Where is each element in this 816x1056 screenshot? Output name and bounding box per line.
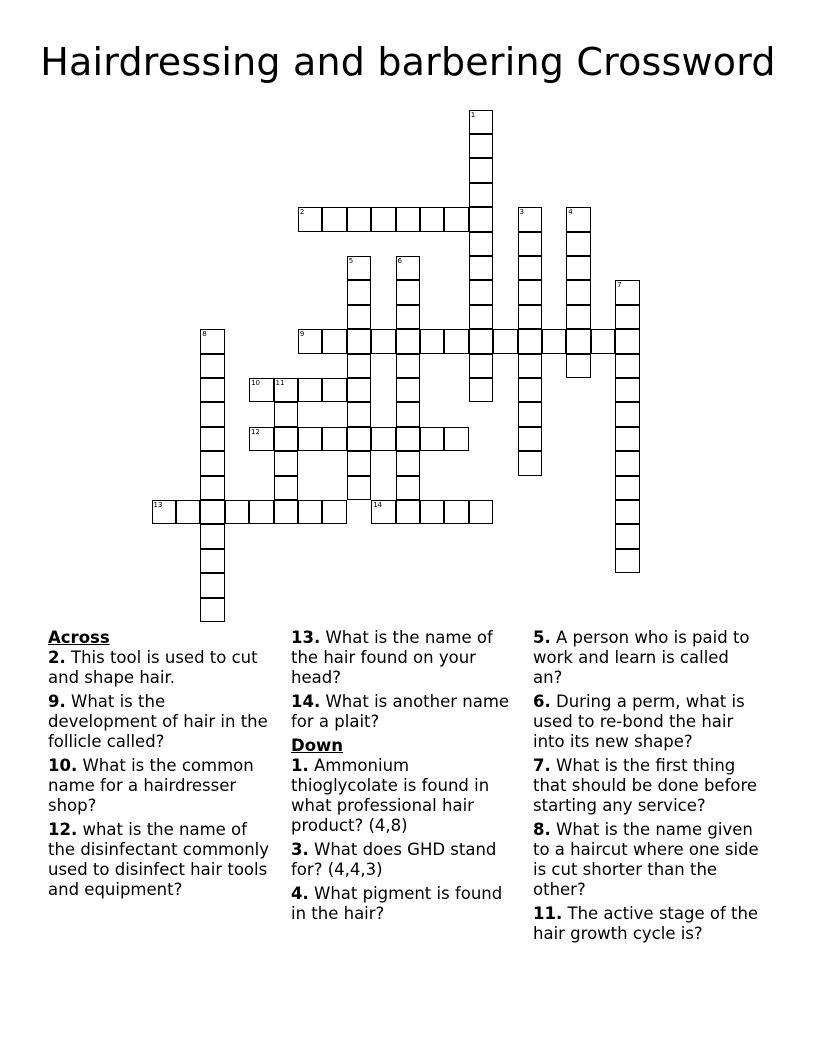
grid-cell[interactable] — [347, 451, 372, 476]
grid-cell[interactable] — [420, 500, 445, 525]
grid-cell[interactable] — [200, 476, 225, 501]
grid-cell[interactable] — [420, 329, 445, 354]
grid-cell[interactable] — [200, 500, 225, 525]
grid-cell[interactable] — [420, 427, 445, 452]
grid-cell[interactable] — [396, 402, 421, 427]
grid-cell[interactable] — [591, 329, 616, 354]
grid-cell[interactable] — [322, 329, 347, 354]
clue-number: 8 — [202, 330, 207, 339]
grid-cell[interactable] — [347, 427, 372, 452]
grid-cell[interactable] — [518, 354, 543, 379]
grid-cell[interactable] — [615, 329, 640, 354]
clue-number: 5 — [348, 256, 354, 265]
clue-column-2 — [291, 628, 521, 928]
grid-cell[interactable] — [469, 134, 494, 159]
grid-cell[interactable] — [396, 280, 421, 305]
grid-cell[interactable] — [542, 329, 567, 354]
grid-cell[interactable] — [249, 427, 274, 452]
clue-number: 14 — [373, 500, 383, 509]
grid-cell[interactable] — [396, 451, 421, 476]
clue-across-13: 13. What is the name of the hair found on your head? — [291, 628, 493, 687]
grid-cell[interactable] — [615, 305, 640, 330]
grid-cell[interactable] — [469, 378, 494, 403]
grid-cell[interactable] — [615, 549, 640, 574]
grid-cell[interactable] — [200, 549, 225, 574]
grid-cell[interactable] — [200, 573, 225, 598]
grid-cell[interactable] — [566, 305, 591, 330]
clue-number: 10 — [251, 378, 261, 387]
grid-cell[interactable] — [274, 378, 299, 403]
grid-cell[interactable] — [493, 329, 518, 354]
grid-cell[interactable] — [298, 329, 323, 354]
grid-cell[interactable] — [347, 354, 372, 379]
grid-cell[interactable] — [225, 500, 250, 525]
grid-cell[interactable] — [518, 329, 543, 354]
grid-cell[interactable] — [469, 232, 494, 257]
grid-cell[interactable] — [176, 500, 201, 525]
grid-cell[interactable] — [274, 500, 299, 525]
clue-down-11: 11. The active stage of the hair growth cycle is? — [533, 904, 759, 943]
grid-cell[interactable] — [518, 378, 543, 403]
grid-cell[interactable] — [469, 354, 494, 379]
grid-cell[interactable] — [518, 402, 543, 427]
grid-cell[interactable] — [518, 256, 543, 281]
grid-cell[interactable] — [518, 451, 543, 476]
clue-down-4: 4. What pigment is found in the hair? — [291, 884, 503, 923]
grid-cell[interactable] — [444, 500, 469, 525]
clue-number: 9 — [299, 330, 305, 339]
grid-cell[interactable] — [469, 158, 494, 183]
grid-cell[interactable] — [396, 256, 421, 281]
grid-cell[interactable] — [420, 207, 445, 232]
grid-cell[interactable] — [566, 232, 591, 257]
grid-cell[interactable] — [347, 329, 372, 354]
clue-column-1 — [48, 628, 278, 904]
grid-cell[interactable] — [200, 451, 225, 476]
grid-cell[interactable] — [298, 427, 323, 452]
grid-cell[interactable] — [371, 329, 396, 354]
grid-cell[interactable] — [371, 207, 396, 232]
grid-cell[interactable] — [566, 354, 591, 379]
grid-cell[interactable] — [298, 500, 323, 525]
grid-cell[interactable] — [469, 110, 494, 135]
grid-cell[interactable] — [274, 476, 299, 501]
grid-cell[interactable] — [444, 207, 469, 232]
clue-number: 4 — [568, 208, 573, 217]
clue-across-12: 12. what is the name of the disinfectant commonly used to disinfect hair tools and equipment? — [48, 820, 270, 899]
grid-cell[interactable] — [518, 427, 543, 452]
grid-cell[interactable] — [347, 256, 372, 281]
grid-cell[interactable] — [396, 427, 421, 452]
across-heading: Across — [48, 628, 110, 647]
grid-cell[interactable] — [615, 402, 640, 427]
grid-cell[interactable] — [274, 451, 299, 476]
grid-cell[interactable] — [396, 476, 421, 501]
grid-cell[interactable] — [396, 329, 421, 354]
grid-cell[interactable] — [469, 305, 494, 330]
grid-cell[interactable] — [322, 207, 347, 232]
grid-cell[interactable] — [249, 500, 274, 525]
grid-cell[interactable] — [615, 476, 640, 501]
grid-cell[interactable] — [200, 598, 225, 623]
grid-cell[interactable] — [200, 524, 225, 549]
clue-down-8: 8. What is the name given to a haircut where one side is cut shorter than the other? — [533, 820, 759, 899]
clue-number: 11 — [275, 378, 285, 387]
grid-cell[interactable] — [566, 207, 591, 232]
grid-cell[interactable] — [615, 524, 640, 549]
clue-number: 3 — [519, 208, 524, 217]
grid-cell[interactable] — [518, 280, 543, 305]
grid-cell[interactable] — [518, 207, 543, 232]
clue-across-10: 10. What is the common name for a hairdresser shop? — [48, 756, 254, 815]
grid-cell[interactable] — [274, 427, 299, 452]
clue-down-7: 7. What is the first thing that should be done before starting any service? — [533, 756, 758, 815]
grid-cell[interactable] — [518, 232, 543, 257]
clue-number: 13 — [153, 500, 163, 509]
clue-number: 6 — [397, 256, 402, 265]
grid-cell[interactable] — [615, 500, 640, 525]
grid-cell[interactable] — [615, 280, 640, 305]
grid-cell[interactable] — [469, 207, 494, 232]
grid-cell[interactable] — [396, 305, 421, 330]
grid-cell[interactable] — [444, 329, 469, 354]
grid-cell[interactable] — [469, 329, 494, 354]
grid-cell[interactable] — [347, 378, 372, 403]
page-title: Hairdressing and barbering Crossword — [40, 40, 776, 84]
grid-cell[interactable] — [518, 305, 543, 330]
grid-cell[interactable] — [347, 476, 372, 501]
grid-cell[interactable] — [396, 500, 421, 525]
clue-number: 2 — [299, 208, 305, 217]
grid-cell[interactable] — [444, 427, 469, 452]
grid-cell[interactable] — [347, 207, 372, 232]
clue-across-9: 9. What is the development of hair in the follicle called? — [48, 692, 268, 751]
grid-cell[interactable] — [274, 402, 299, 427]
grid-cell[interactable] — [615, 378, 640, 403]
grid-cell[interactable] — [347, 280, 372, 305]
grid-cell[interactable] — [615, 451, 640, 476]
clue-down-5: 5. A person who is paid to work and learn is called an? — [533, 628, 750, 687]
grid-cell[interactable] — [200, 329, 225, 354]
grid-cell[interactable] — [371, 427, 396, 452]
grid-cell[interactable] — [469, 500, 494, 525]
grid-cell[interactable] — [396, 207, 421, 232]
grid-cell[interactable] — [322, 427, 347, 452]
grid-cell[interactable] — [200, 378, 225, 403]
clue-across-14: 14. What is another name for a plait? — [291, 692, 510, 731]
clue-down-6: 6. During a perm, what is used to re-bond the hair into its new shape? — [533, 692, 745, 751]
clue-down-1: 1. Ammonium thioglycolate is found in what professional hair product? (4,8) — [291, 756, 490, 835]
grid-cell[interactable] — [200, 354, 225, 379]
clue-across-2: 2. This tool is used to cut and shape hair. — [48, 648, 258, 687]
grid-cell[interactable] — [152, 500, 177, 525]
grid-cell[interactable] — [469, 256, 494, 281]
clue-down-3: 3. What does GHD stand for? (4,4,3) — [291, 840, 497, 879]
grid-cell[interactable] — [371, 500, 396, 525]
grid-cell[interactable] — [322, 500, 347, 525]
grid-cell[interactable] — [566, 329, 591, 354]
grid-cell[interactable] — [469, 280, 494, 305]
clue-number: 7 — [617, 281, 622, 290]
grid-cell[interactable] — [347, 305, 372, 330]
grid-cell[interactable] — [200, 402, 225, 427]
grid-cell[interactable] — [566, 280, 591, 305]
grid-cell[interactable] — [396, 354, 421, 379]
grid-cell[interactable] — [249, 378, 274, 403]
grid-cell[interactable] — [298, 378, 323, 403]
grid-cell[interactable] — [469, 183, 494, 208]
clue-column-3 — [533, 628, 763, 948]
grid-cell[interactable] — [615, 427, 640, 452]
down-heading: Down — [291, 736, 344, 755]
grid-cell[interactable] — [615, 354, 640, 379]
clue-number: 1 — [470, 110, 476, 119]
grid-cell[interactable] — [322, 378, 347, 403]
clue-number: 12 — [251, 427, 261, 436]
grid-cell[interactable] — [566, 256, 591, 281]
grid-cell[interactable] — [200, 427, 225, 452]
grid-cell[interactable] — [347, 402, 372, 427]
grid-cell[interactable] — [298, 207, 323, 232]
grid-cell[interactable] — [396, 378, 421, 403]
